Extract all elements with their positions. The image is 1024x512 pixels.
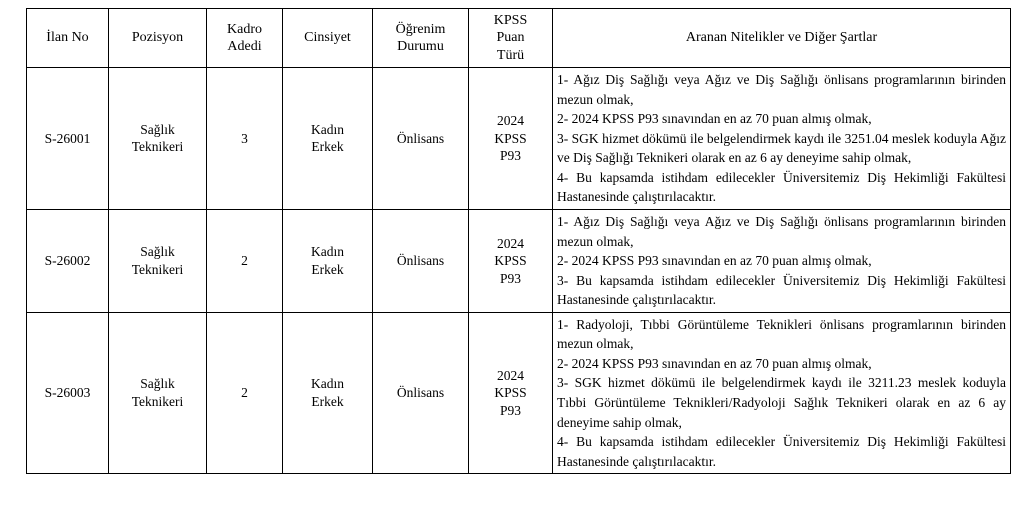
column-header-aranan-nitelikler-line1: Aranan Nitelikler ve Diğer Şartlar	[685, 30, 878, 46]
cell-cinsiyet-line2: Erkek	[311, 394, 344, 409]
cell-cinsiyet	[283, 209, 373, 312]
cell-kpss-puan-turu	[469, 68, 553, 210]
positions-table	[26, 8, 1011, 474]
cell-pozisyon	[109, 312, 207, 474]
nitelik-item: 2- 2024 KPSS P93 sınavından en az 70 puan almış olmak,	[557, 355, 872, 371]
column-header-kpss-puan-turu	[469, 9, 553, 68]
cell-kadro-adedi: 2	[207, 209, 283, 312]
nitelik-item: 2- 2024 KPSS P93 sınavından en az 70 puan almış olmak,	[557, 111, 872, 127]
cell-pozisyon-line1: Sağlık	[140, 244, 175, 260]
cell-kadro-adedi: 3	[207, 68, 283, 210]
table-body	[27, 68, 1011, 474]
column-header-kpss-puan-turu-line2: Puan	[496, 30, 525, 46]
nitelik-item: 3- Bu kapsamda istihdam edilecekler Üniversitemiz Diş Hekimliği Fakültesi Hastanesinde çalıştırılacaktır.	[557, 272, 1006, 308]
cell-cinsiyet	[283, 68, 373, 210]
cell-kpss-line2: KPSS	[494, 253, 527, 269]
cell-cinsiyet	[283, 312, 373, 474]
cell-cinsiyet-line1: Kadın	[311, 244, 344, 260]
cell-pozisyon-line2: Teknikeri	[131, 261, 184, 277]
column-header-ogrenim-durumu-line1: Öğrenim	[395, 21, 446, 37]
cell-aranan-nitelikler	[553, 68, 1011, 210]
nitelik-item: 4- Bu kapsamda istihdam edilecekler Üniversitemiz Diş Hekimliği Fakültesi Hastanesinde çalıştırılacaktır.	[557, 434, 1006, 469]
column-header-cinsiyet-line1: Cinsiyet	[304, 30, 351, 46]
column-header-pozisyon	[109, 9, 207, 68]
cell-aranan-nitelikler	[553, 209, 1011, 312]
cell-ilan-no: S-26001	[27, 68, 109, 210]
nitelik-item: 3- SGK hizmet dökümü ile belgelendirmek kaydı ile 3251.04 meslek koduyla Ağız ve Diş Sağlığı Teknikeri olarak en az 6 ay deneyime sahip olmak,	[557, 130, 1006, 166]
cell-ilan-no: S-26002	[27, 209, 109, 312]
cell-cinsiyet-line1: Kadın	[311, 121, 344, 137]
cell-cinsiyet-line2: Erkek	[311, 139, 344, 155]
cell-aranan-nitelikler	[553, 312, 1011, 474]
table-header-row	[27, 9, 1011, 68]
column-header-aranan-nitelikler	[553, 9, 1011, 68]
column-header-ilan-no-line1: İlan No	[46, 30, 89, 46]
cell-ilan-no: S-26003	[27, 312, 109, 474]
cell-kpss-line1: 2024	[497, 235, 524, 251]
cell-pozisyon-line1: Sağlık	[140, 121, 175, 137]
cell-kpss-line2: KPSS	[494, 385, 527, 401]
table-row	[27, 312, 1011, 474]
table-header	[27, 9, 1011, 68]
cell-pozisyon	[109, 209, 207, 312]
nitelik-item: 1- Radyoloji, Tıbbi Görüntüleme Teknikleri önlisans programlarının birinden mezun olmak,	[557, 316, 1006, 352]
nitelik-item: 2- 2024 KPSS P93 sınavından en az 70 puan almış olmak,	[557, 253, 872, 269]
nitelik-item: 3- SGK hizmet dökümü ile belgelendirmek kaydı ile 3211.23 meslek koduyla Tıbbi Görüntüleme Teknikleri/Radyoloji Sağlık Teknikeri olarak en az 6 ay deneyime sahip olmak,	[557, 375, 1006, 430]
column-header-ogrenim-durumu	[373, 9, 469, 68]
column-header-kpss-puan-turu-line1: KPSS	[493, 12, 528, 28]
column-header-ogrenim-durumu-line2: Durumu	[397, 39, 444, 54]
column-header-kadro-adedi-line2: Adedi	[227, 39, 262, 54]
column-header-pozisyon-line1: Pozisyon	[131, 30, 184, 46]
column-header-ilan-no	[27, 9, 109, 68]
cell-pozisyon-line2: Teknikeri	[131, 394, 184, 409]
column-header-kadro-adedi	[207, 9, 283, 68]
cell-kpss-line3: P93	[499, 402, 521, 418]
cell-cinsiyet-line1: Kadın	[311, 376, 344, 392]
table-row	[27, 68, 1011, 210]
cell-ogrenim-durumu: Önlisans	[373, 209, 469, 312]
table-row	[27, 209, 1011, 312]
cell-kpss-line3: P93	[499, 270, 521, 286]
cell-ogrenim-durumu: Önlisans	[373, 68, 469, 210]
cell-kadro-adedi: 2	[207, 312, 283, 474]
cell-kpss-line1: 2024	[497, 367, 524, 383]
column-header-kpss-puan-turu-line3: Türü	[496, 47, 525, 63]
cell-kpss-line1: 2024	[497, 113, 524, 129]
cell-pozisyon	[109, 68, 207, 210]
cell-pozisyon-line1: Sağlık	[140, 376, 175, 392]
cell-kpss-line2: KPSS	[494, 130, 527, 146]
cell-kpss-puan-turu	[469, 209, 553, 312]
nitelik-item: 1- Ağız Diş Sağlığı veya Ağız ve Diş Sağlığı önlisans programlarının birinden mezun olmak,	[557, 213, 1006, 249]
cell-kpss-line3: P93	[499, 148, 521, 164]
column-header-cinsiyet	[283, 9, 373, 68]
column-header-kadro-adedi-line1: Kadro	[227, 21, 262, 37]
nitelik-item: 4- Bu kapsamda istihdam edilecekler Üniversitemiz Diş Hekimliği Fakültesi Hastanesinde çalıştırılacaktır.	[557, 169, 1006, 205]
cell-kpss-puan-turu	[469, 312, 553, 474]
cell-ogrenim-durumu: Önlisans	[373, 312, 469, 474]
cell-cinsiyet-line2: Erkek	[311, 261, 344, 277]
nitelik-item: 1- Ağız Diş Sağlığı veya Ağız ve Diş Sağlığı önlisans programlarının birinden mezun olmak,	[557, 72, 1006, 107]
cell-pozisyon-line2: Teknikeri	[131, 139, 184, 155]
